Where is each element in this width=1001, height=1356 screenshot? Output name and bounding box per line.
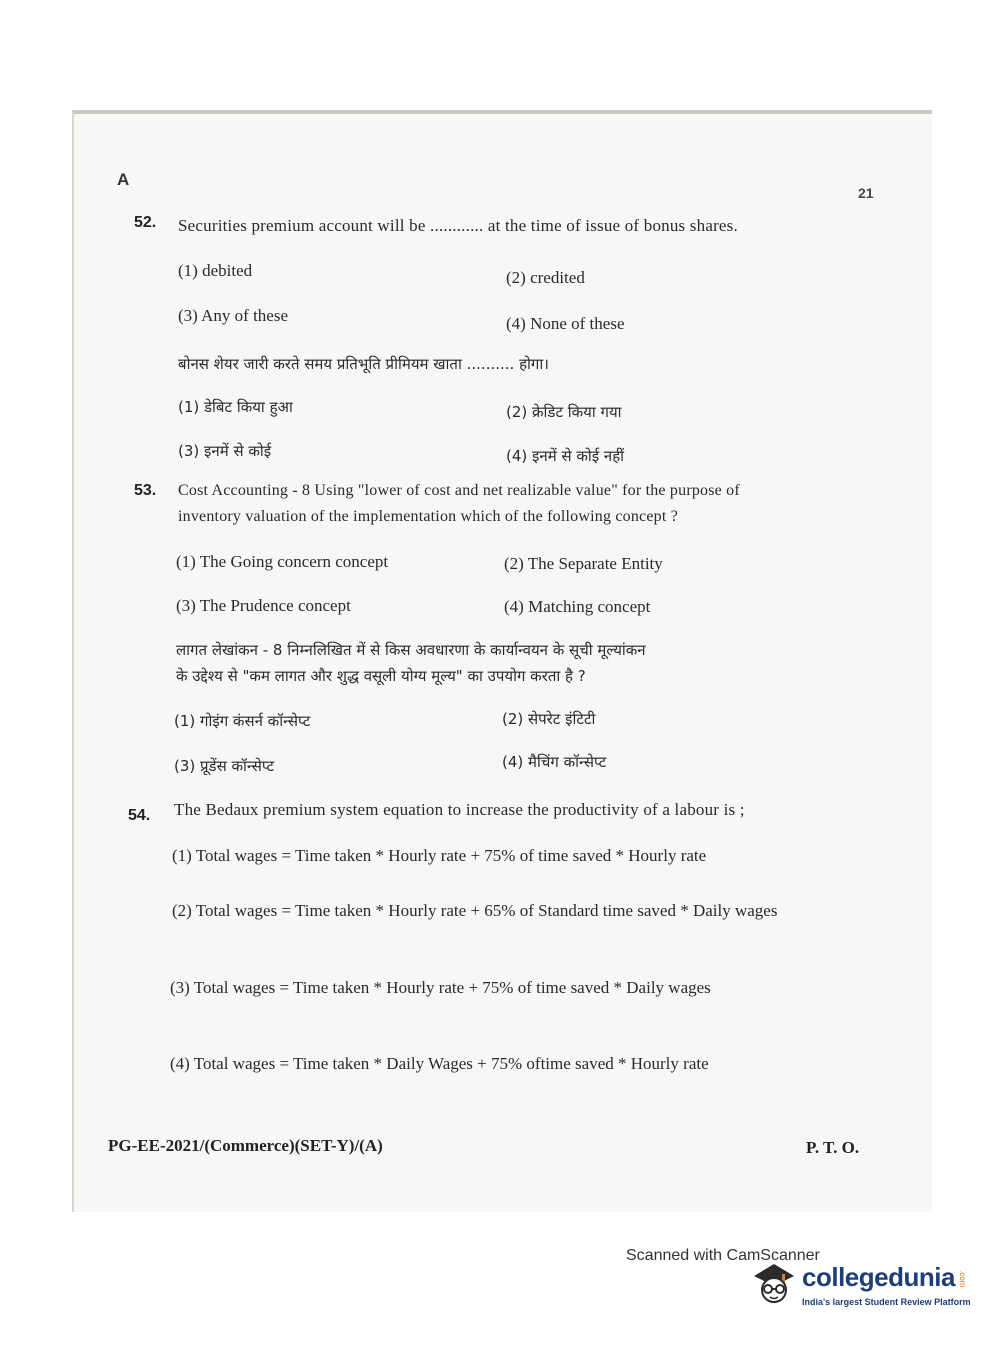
mascot-logo-icon <box>748 1258 798 1308</box>
question-52-number: 52. <box>134 214 157 231</box>
question-53-text-hi-line2: के उद्देश्य से "कम लागत और शुद्ध वसूली योग्य मूल्य" का उपयोग करता है ? <box>176 667 586 685</box>
pto-label: P. T. O. <box>806 1138 860 1157</box>
question-53-option-3-en: (3) The Prudence concept <box>176 596 351 615</box>
question-53-option-3-hi: (3) प्रूडेंस कॉन्सेप्ट <box>174 757 275 775</box>
question-53-number: 53. <box>134 482 157 499</box>
paper-code: PG-EE-2021/(Commerce)(SET-Y)/(A) <box>108 1136 383 1155</box>
set-letter: A <box>117 170 130 189</box>
question-54-option-3: (3) Total wages = Time taken * Hourly rate + 75% of time saved * Daily wages <box>170 978 711 997</box>
brand-logo-suffix: .com <box>958 1270 967 1288</box>
question-52-text-hi: बोनस शेयर जारी करते समय प्रतिभूति प्रीमियम खाता .......... होगा। <box>178 355 549 373</box>
question-54-option-2: (2) Total wages = Time taken * Hourly rate + 65% of Standard time saved * Daily wages <box>172 901 778 920</box>
question-53-option-1-hi: (1) गोइंग कंसर्न कॉन्सेप्ट <box>174 712 311 730</box>
brand-logo-text: collegedunia <box>802 1262 955 1292</box>
question-53-option-2-hi: (2) सेपरेट इंटिटी <box>502 710 596 728</box>
question-53-option-4-hi: (4) मैचिंग कॉन्सेप्ट <box>502 753 607 771</box>
question-52-option-2-en: (2) credited <box>506 268 585 287</box>
question-52-option-4-en: (4) None of these <box>506 314 625 333</box>
question-53-text-en-line1: Cost Accounting - 8 Using "lower of cost and net realizable value" for the purpose of <box>178 482 740 499</box>
question-53-text-hi-line1: लागत लेखांकन - 8 निम्नलिखित में से किस अवधारणा के कार्यान्वयन के सूची मूल्यांकन <box>176 641 646 659</box>
question-53-text-en-line2: inventory valuation of the implementation which of the following concept ? <box>178 508 679 525</box>
scanned-with-text: Scanned with CamScanner <box>626 1247 820 1264</box>
question-54-number: 54. <box>128 807 151 824</box>
question-53-option-4-en: (4) Matching concept <box>504 597 651 616</box>
question-52-option-2-hi: (2) क्रेडिट किया गया <box>506 403 622 421</box>
question-54-text-en: The Bedaux premium system equation to increase the productivity of a labour is ; <box>174 800 745 819</box>
question-52-option-4-hi: (4) इनमें से कोई नहीं <box>506 447 625 465</box>
page-number: 21 <box>858 185 874 201</box>
question-52-option-3-hi: (3) इनमें से कोई <box>178 442 272 460</box>
question-52-option-1-en: (1) debited <box>178 261 253 280</box>
question-52-text-en: Securities premium account will be ............ at the time of issue of bonus shares. <box>178 216 738 235</box>
brand-tagline: India's largest Student Review Platform <box>802 1297 971 1307</box>
question-54-option-4: (4) Total wages = Time taken * Daily Wages + 75% oftime saved * Hourly rate <box>170 1054 709 1073</box>
question-52-option-3-en: (3) Any of these <box>178 306 289 325</box>
question-52-option-1-hi: (1) डेबिट किया हुआ <box>178 398 293 416</box>
question-54-option-1: (1) Total wages = Time taken * Hourly rate + 75% of time saved * Hourly rate <box>172 846 707 865</box>
question-53-option-2-en: (2) The Separate Entity <box>504 554 663 573</box>
question-53-option-1-en: (1) The Going concern concept <box>176 552 389 571</box>
